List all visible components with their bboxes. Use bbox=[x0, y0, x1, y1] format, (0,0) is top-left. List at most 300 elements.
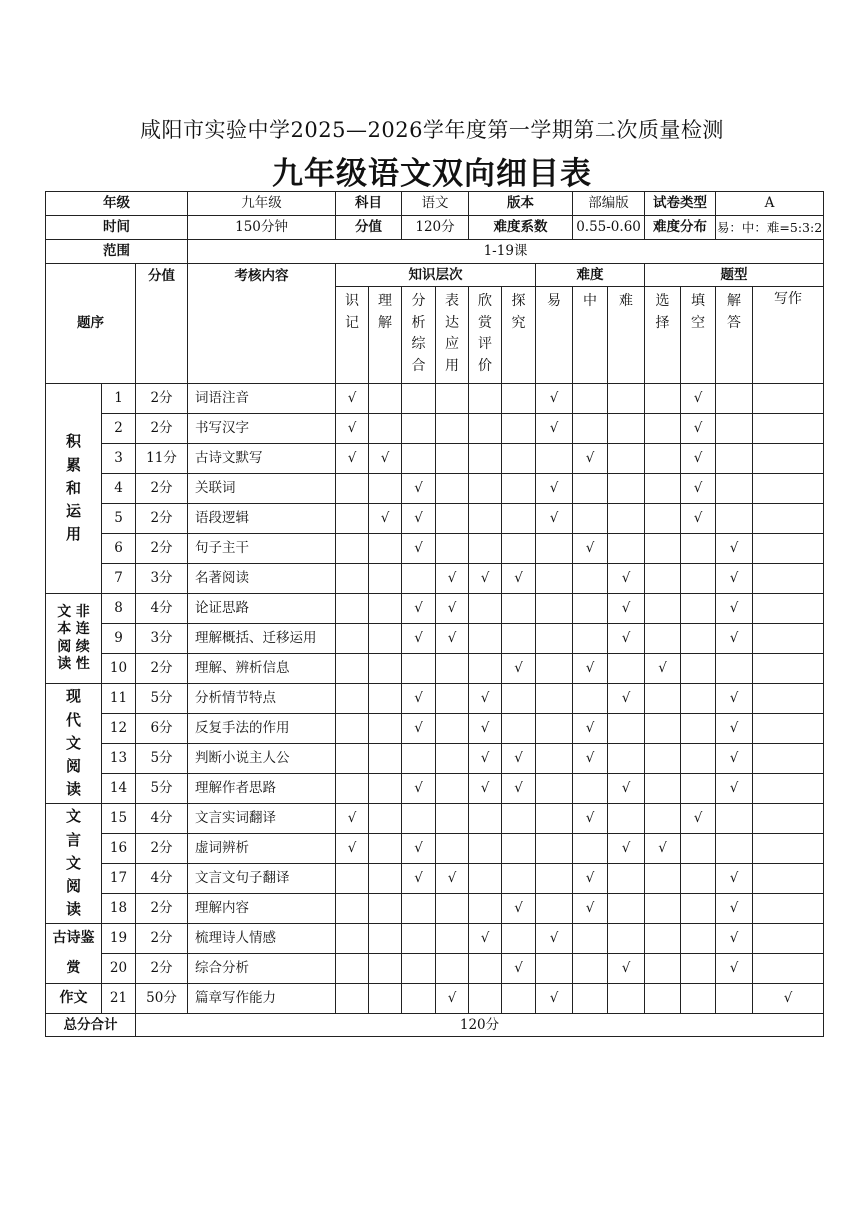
check-mark-cell bbox=[716, 564, 753, 594]
check-mark: √ bbox=[414, 840, 423, 857]
question-number: 14 bbox=[102, 774, 136, 804]
check-mark-cell bbox=[402, 774, 436, 804]
empty-cell bbox=[502, 504, 536, 534]
empty-cell bbox=[336, 684, 369, 714]
question-number: 12 bbox=[102, 714, 136, 744]
check-mark: √ bbox=[729, 540, 739, 557]
check-mark-cell bbox=[608, 564, 645, 594]
question-content: 句子主干 bbox=[188, 534, 336, 564]
question-number: 7 bbox=[102, 564, 136, 594]
check-mark-cell bbox=[502, 654, 536, 684]
group-label-part: 非连续性 bbox=[75, 603, 90, 672]
table-row bbox=[46, 834, 824, 864]
range-value: 1-19课 bbox=[188, 240, 824, 264]
empty-cell bbox=[753, 834, 824, 864]
empty-cell bbox=[645, 534, 681, 564]
qtype-col-header bbox=[753, 287, 824, 384]
empty-cell bbox=[336, 954, 369, 984]
check-mark: √ bbox=[658, 660, 667, 677]
table-row bbox=[46, 684, 824, 714]
empty-cell bbox=[608, 504, 645, 534]
check-mark-cell bbox=[502, 894, 536, 924]
group-label: 古诗鉴赏 bbox=[52, 930, 95, 976]
empty-cell bbox=[336, 924, 369, 954]
check-mark-cell bbox=[716, 954, 753, 984]
specification-table bbox=[45, 191, 824, 1037]
difficulty-dist-label: 难度分布 bbox=[645, 216, 716, 240]
empty-cell bbox=[681, 564, 716, 594]
empty-cell bbox=[336, 504, 369, 534]
question-points: 2分 bbox=[136, 534, 188, 564]
question-points: 2分 bbox=[136, 954, 188, 984]
qtype-header: 题型 bbox=[645, 264, 824, 287]
empty-cell bbox=[336, 474, 369, 504]
empty-cell bbox=[716, 474, 753, 504]
empty-cell bbox=[402, 444, 436, 474]
question-content: 名著阅读 bbox=[188, 564, 336, 594]
empty-cell bbox=[608, 984, 645, 1014]
empty-cell bbox=[436, 684, 469, 714]
empty-cell bbox=[645, 804, 681, 834]
empty-cell bbox=[536, 774, 573, 804]
table-row bbox=[46, 474, 824, 504]
check-mark-cell bbox=[716, 924, 753, 954]
check-mark-cell bbox=[402, 624, 436, 654]
empty-cell bbox=[469, 414, 502, 444]
check-mark-cell bbox=[336, 384, 369, 414]
table-row bbox=[46, 504, 824, 534]
empty-cell bbox=[608, 534, 645, 564]
empty-cell bbox=[369, 894, 402, 924]
check-mark: √ bbox=[347, 450, 357, 467]
check-mark: √ bbox=[514, 750, 523, 767]
check-mark-cell bbox=[608, 834, 645, 864]
empty-cell bbox=[681, 864, 716, 894]
empty-cell bbox=[645, 894, 681, 924]
check-mark: √ bbox=[347, 840, 357, 857]
check-mark: √ bbox=[729, 690, 739, 707]
empty-cell bbox=[536, 954, 573, 984]
empty-cell bbox=[536, 894, 573, 924]
check-mark-cell bbox=[536, 924, 573, 954]
check-mark-cell bbox=[573, 804, 608, 834]
question-number: 9 bbox=[102, 624, 136, 654]
check-mark: √ bbox=[480, 930, 490, 947]
empty-cell bbox=[336, 654, 369, 684]
check-mark-cell bbox=[469, 564, 502, 594]
check-mark-cell bbox=[716, 774, 753, 804]
question-content: 判断小说主人公 bbox=[188, 744, 336, 774]
check-mark-cell bbox=[573, 894, 608, 924]
empty-cell bbox=[502, 984, 536, 1014]
check-mark: √ bbox=[729, 600, 739, 617]
check-mark: √ bbox=[514, 900, 523, 917]
score-value: 120分 bbox=[402, 216, 469, 240]
group-label: 积累和运用 bbox=[65, 432, 81, 544]
question-points: 5分 bbox=[136, 744, 188, 774]
empty-cell bbox=[645, 864, 681, 894]
paper-type-value: A bbox=[716, 192, 824, 216]
empty-cell bbox=[469, 444, 502, 474]
check-mark: √ bbox=[549, 990, 559, 1007]
empty-cell bbox=[536, 864, 573, 894]
check-mark: √ bbox=[729, 900, 739, 917]
empty-cell bbox=[608, 924, 645, 954]
empty-cell bbox=[436, 894, 469, 924]
empty-cell bbox=[573, 624, 608, 654]
check-mark-cell bbox=[469, 684, 502, 714]
empty-cell bbox=[402, 984, 436, 1014]
check-mark-cell bbox=[573, 654, 608, 684]
check-mark-cell bbox=[469, 774, 502, 804]
check-mark-cell bbox=[753, 984, 824, 1014]
group-cell bbox=[46, 684, 102, 804]
check-mark-cell bbox=[502, 954, 536, 984]
table-row bbox=[46, 444, 824, 474]
table-row bbox=[46, 534, 824, 564]
question-content: 词语注音 bbox=[188, 384, 336, 414]
check-mark: √ bbox=[729, 780, 739, 797]
empty-cell bbox=[536, 834, 573, 864]
empty-cell bbox=[402, 654, 436, 684]
empty-cell bbox=[573, 684, 608, 714]
empty-cell bbox=[369, 684, 402, 714]
check-mark: √ bbox=[658, 840, 667, 857]
difficulty-col-header-text: 中 bbox=[583, 293, 598, 309]
check-mark-cell bbox=[573, 444, 608, 474]
check-mark-cell bbox=[402, 474, 436, 504]
question-content: 综合分析 bbox=[188, 954, 336, 984]
empty-cell bbox=[573, 954, 608, 984]
difficulty-col-header bbox=[536, 287, 573, 384]
check-mark: √ bbox=[621, 840, 631, 857]
check-mark: √ bbox=[621, 960, 631, 977]
check-mark: √ bbox=[414, 870, 423, 887]
empty-cell bbox=[469, 504, 502, 534]
empty-cell bbox=[536, 594, 573, 624]
empty-cell bbox=[645, 474, 681, 504]
empty-cell bbox=[402, 744, 436, 774]
empty-cell bbox=[436, 534, 469, 564]
question-points: 2分 bbox=[136, 414, 188, 444]
empty-cell bbox=[469, 834, 502, 864]
check-mark-cell bbox=[336, 414, 369, 444]
knowledge-col-header bbox=[469, 287, 502, 384]
check-mark-cell bbox=[469, 714, 502, 744]
empty-cell bbox=[436, 444, 469, 474]
knowledge-col-header bbox=[369, 287, 402, 384]
empty-cell bbox=[681, 954, 716, 984]
check-mark: √ bbox=[729, 720, 739, 737]
table-row bbox=[46, 564, 824, 594]
qtype-col-header-text: 填空 bbox=[691, 293, 706, 331]
empty-cell bbox=[336, 864, 369, 894]
exam-subtitle: 咸阳市实验中学2025—2026学年度第一学期第二次质量检测 bbox=[140, 118, 724, 142]
check-mark-cell bbox=[402, 684, 436, 714]
check-mark-cell bbox=[573, 714, 608, 744]
empty-cell bbox=[716, 834, 753, 864]
check-mark-cell bbox=[716, 594, 753, 624]
check-mark: √ bbox=[514, 960, 523, 977]
check-mark: √ bbox=[693, 390, 703, 407]
empty-cell bbox=[436, 774, 469, 804]
check-mark: √ bbox=[585, 660, 595, 677]
question-number: 16 bbox=[102, 834, 136, 864]
empty-cell bbox=[645, 954, 681, 984]
empty-cell bbox=[469, 474, 502, 504]
empty-cell bbox=[645, 384, 681, 414]
empty-cell bbox=[681, 714, 716, 744]
empty-cell bbox=[753, 954, 824, 984]
check-mark: √ bbox=[447, 570, 457, 587]
knowledge-col-header bbox=[402, 287, 436, 384]
check-mark: √ bbox=[585, 870, 595, 887]
empty-cell bbox=[716, 504, 753, 534]
check-mark-cell bbox=[645, 834, 681, 864]
range-label: 范围 bbox=[46, 240, 188, 264]
info-row-1 bbox=[46, 192, 824, 216]
check-mark-cell bbox=[402, 864, 436, 894]
empty-cell bbox=[502, 414, 536, 444]
check-mark: √ bbox=[621, 630, 631, 647]
table-row bbox=[46, 954, 824, 984]
difficulty-col-header-text: 难 bbox=[619, 293, 634, 309]
check-mark: √ bbox=[585, 810, 595, 827]
table-row bbox=[46, 804, 824, 834]
check-mark-cell bbox=[716, 894, 753, 924]
empty-cell bbox=[681, 984, 716, 1014]
check-mark-cell bbox=[536, 474, 573, 504]
empty-cell bbox=[369, 534, 402, 564]
question-number: 20 bbox=[102, 954, 136, 984]
check-mark: √ bbox=[414, 630, 423, 647]
check-mark: √ bbox=[621, 570, 631, 587]
total-row bbox=[46, 1014, 824, 1037]
question-content: 理解、辨析信息 bbox=[188, 654, 336, 684]
question-content: 梳理诗人情感 bbox=[188, 924, 336, 954]
empty-cell bbox=[436, 834, 469, 864]
empty-cell bbox=[536, 714, 573, 744]
knowledge-col-header-text: 探究 bbox=[511, 293, 526, 331]
question-number: 8 bbox=[102, 594, 136, 624]
question-points: 2分 bbox=[136, 504, 188, 534]
empty-cell bbox=[469, 894, 502, 924]
question-points: 50分 bbox=[136, 984, 188, 1014]
check-mark: √ bbox=[621, 690, 631, 707]
difficulty-col-header-text: 易 bbox=[547, 293, 562, 309]
empty-cell bbox=[753, 444, 824, 474]
empty-cell bbox=[753, 624, 824, 654]
check-mark-cell bbox=[573, 864, 608, 894]
table-row bbox=[46, 864, 824, 894]
empty-cell bbox=[436, 924, 469, 954]
check-mark-cell bbox=[369, 444, 402, 474]
empty-cell bbox=[536, 684, 573, 714]
question-points: 2分 bbox=[136, 384, 188, 414]
empty-cell bbox=[536, 444, 573, 474]
check-mark-cell bbox=[336, 444, 369, 474]
empty-cell bbox=[681, 924, 716, 954]
empty-cell bbox=[336, 774, 369, 804]
question-number: 18 bbox=[102, 894, 136, 924]
check-mark: √ bbox=[380, 510, 390, 527]
check-mark: √ bbox=[693, 810, 703, 827]
edition-label: 版本 bbox=[469, 192, 573, 216]
empty-cell bbox=[608, 654, 645, 684]
check-mark: √ bbox=[414, 690, 423, 707]
points-header: 分值 bbox=[136, 264, 188, 384]
question-content: 文言实词翻译 bbox=[188, 804, 336, 834]
question-points: 2分 bbox=[136, 924, 188, 954]
check-mark-cell bbox=[681, 474, 716, 504]
empty-cell bbox=[753, 684, 824, 714]
empty-cell bbox=[645, 984, 681, 1014]
empty-cell bbox=[608, 744, 645, 774]
empty-cell bbox=[369, 744, 402, 774]
check-mark: √ bbox=[480, 570, 490, 587]
qtype-col-header bbox=[681, 287, 716, 384]
empty-cell bbox=[502, 834, 536, 864]
check-mark: √ bbox=[347, 810, 357, 827]
empty-cell bbox=[681, 774, 716, 804]
check-mark-cell bbox=[336, 804, 369, 834]
empty-cell bbox=[573, 834, 608, 864]
check-mark-cell bbox=[608, 624, 645, 654]
empty-cell bbox=[573, 774, 608, 804]
empty-cell bbox=[753, 774, 824, 804]
check-mark: √ bbox=[514, 660, 523, 677]
check-mark-cell bbox=[336, 834, 369, 864]
check-mark: √ bbox=[414, 720, 423, 737]
question-content: 虚词辨析 bbox=[188, 834, 336, 864]
empty-cell bbox=[753, 714, 824, 744]
table-row bbox=[46, 894, 824, 924]
empty-cell bbox=[369, 864, 402, 894]
empty-cell bbox=[645, 564, 681, 594]
question-points: 4分 bbox=[136, 804, 188, 834]
question-content: 篇章写作能力 bbox=[188, 984, 336, 1014]
question-number: 6 bbox=[102, 534, 136, 564]
empty-cell bbox=[753, 384, 824, 414]
check-mark: √ bbox=[347, 420, 357, 437]
empty-cell bbox=[573, 564, 608, 594]
empty-cell bbox=[753, 864, 824, 894]
empty-cell bbox=[369, 804, 402, 834]
check-mark-cell bbox=[681, 504, 716, 534]
empty-cell bbox=[753, 924, 824, 954]
check-mark: √ bbox=[585, 540, 595, 557]
empty-cell bbox=[502, 864, 536, 894]
empty-cell bbox=[402, 804, 436, 834]
question-content: 古诗文默写 bbox=[188, 444, 336, 474]
check-mark: √ bbox=[549, 510, 559, 527]
question-number: 19 bbox=[102, 924, 136, 954]
check-mark-cell bbox=[436, 624, 469, 654]
check-mark: √ bbox=[585, 450, 595, 467]
total-value: 120分 bbox=[136, 1014, 824, 1037]
qtype-col-header bbox=[716, 287, 753, 384]
empty-cell bbox=[336, 624, 369, 654]
empty-cell bbox=[436, 804, 469, 834]
group-cell bbox=[46, 804, 102, 924]
empty-cell bbox=[645, 444, 681, 474]
empty-cell bbox=[645, 594, 681, 624]
check-mark-cell bbox=[716, 714, 753, 744]
empty-cell bbox=[645, 624, 681, 654]
knowledge-col-header-text: 表达应用 bbox=[445, 293, 459, 375]
empty-cell bbox=[369, 414, 402, 444]
question-number: 13 bbox=[102, 744, 136, 774]
check-mark: √ bbox=[447, 630, 457, 647]
check-mark-cell bbox=[502, 564, 536, 594]
subject-label: 科目 bbox=[336, 192, 402, 216]
check-mark: √ bbox=[480, 780, 490, 797]
empty-cell bbox=[716, 414, 753, 444]
check-mark-cell bbox=[536, 384, 573, 414]
empty-cell bbox=[645, 924, 681, 954]
table-row bbox=[46, 924, 824, 954]
empty-cell bbox=[369, 954, 402, 984]
empty-cell bbox=[369, 834, 402, 864]
empty-cell bbox=[573, 474, 608, 504]
table-row bbox=[46, 594, 824, 624]
question-points: 2分 bbox=[136, 474, 188, 504]
check-mark-cell bbox=[436, 564, 469, 594]
check-mark: √ bbox=[447, 600, 457, 617]
check-mark-cell bbox=[716, 534, 753, 564]
empty-cell bbox=[502, 684, 536, 714]
check-mark-cell bbox=[402, 504, 436, 534]
empty-cell bbox=[681, 834, 716, 864]
question-number: 5 bbox=[102, 504, 136, 534]
difficulty-coef-label: 难度系数 bbox=[469, 216, 573, 240]
check-mark-cell bbox=[716, 684, 753, 714]
check-mark-cell bbox=[645, 654, 681, 684]
grade-label: 年级 bbox=[46, 192, 188, 216]
empty-cell bbox=[369, 924, 402, 954]
empty-cell bbox=[753, 504, 824, 534]
qtype-col-header bbox=[645, 287, 681, 384]
empty-cell bbox=[402, 384, 436, 414]
difficulty-header: 难度 bbox=[536, 264, 645, 287]
group-cell bbox=[46, 594, 102, 684]
question-number: 4 bbox=[102, 474, 136, 504]
empty-cell bbox=[608, 444, 645, 474]
empty-cell bbox=[336, 894, 369, 924]
question-content: 语段逻辑 bbox=[188, 504, 336, 534]
empty-cell bbox=[536, 534, 573, 564]
empty-cell bbox=[536, 654, 573, 684]
info-row-2 bbox=[46, 216, 824, 240]
empty-cell bbox=[645, 504, 681, 534]
qtype-col-header-text: 选择 bbox=[655, 293, 670, 331]
question-content: 理解概括、迁移运用 bbox=[188, 624, 336, 654]
qtype-col-header-text: 解答 bbox=[727, 293, 742, 331]
check-mark: √ bbox=[729, 960, 739, 977]
check-mark-cell bbox=[681, 444, 716, 474]
question-points: 5分 bbox=[136, 684, 188, 714]
difficulty-dist-value: 易：中：难=5:3:2 bbox=[716, 216, 824, 240]
question-points: 4分 bbox=[136, 594, 188, 624]
empty-cell bbox=[573, 924, 608, 954]
check-mark-cell bbox=[436, 864, 469, 894]
check-mark-cell bbox=[608, 954, 645, 984]
check-mark-cell bbox=[716, 624, 753, 654]
info-row-3 bbox=[46, 240, 824, 264]
empty-cell bbox=[369, 654, 402, 684]
check-mark: √ bbox=[347, 390, 357, 407]
check-mark-cell bbox=[608, 594, 645, 624]
